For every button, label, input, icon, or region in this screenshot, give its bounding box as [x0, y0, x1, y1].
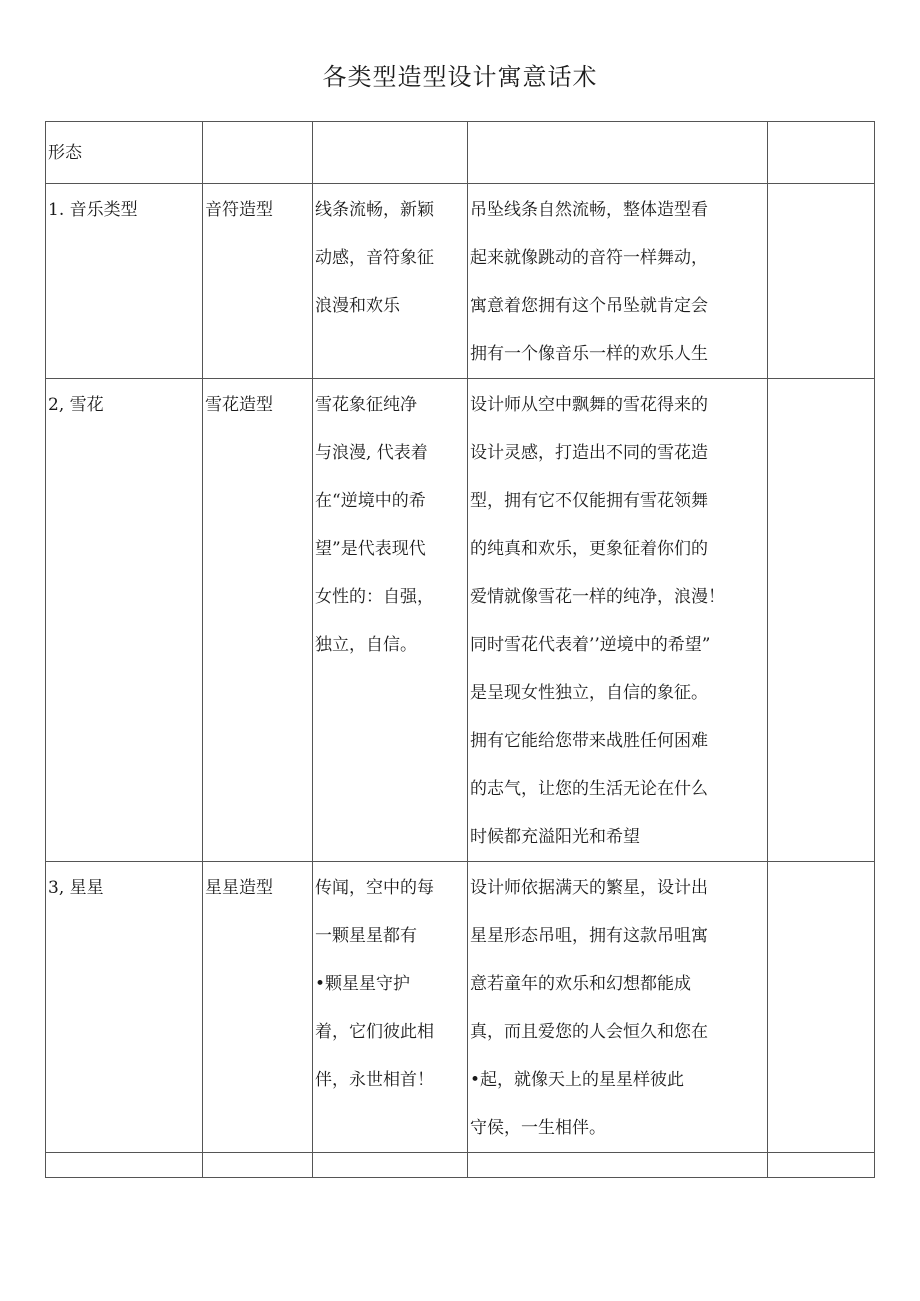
shape-meaning-table [45, 121, 875, 1178]
header-cell-form: 形态 [46, 122, 203, 184]
long-meaning-cell: 吊坠线条自然流畅，整体造型看 起来就像跳动的音符一样舞动， 寓意着您拥有这个吊坠就肯定会 拥有一个像音乐一样的欢乐人生 [468, 184, 768, 379]
empty-cell [203, 1153, 313, 1178]
short-meaning-cell: 雪花象征纯净 与浪漫, 代表着 在“逆境中的希 望”是代表现代 女性的：自强， 独立，自信。 [313, 379, 468, 862]
table-row [46, 862, 875, 1153]
extra-cell [768, 184, 875, 379]
header-cell [203, 122, 313, 184]
short-meaning-cell: 线条流畅，新颖 动感，音符象征 浪漫和欢乐 [313, 184, 468, 379]
table-row-empty [46, 1153, 875, 1178]
shape-cell: 星星造型 [203, 862, 313, 1153]
empty-cell [768, 1153, 875, 1178]
header-cell [313, 122, 468, 184]
table-row [46, 184, 875, 379]
header-cell [468, 122, 768, 184]
short-meaning-cell: 传闻，空中的每 一颗星星都有 •颗星星守护 着，它们彼此相 伴，永世相首！ [313, 862, 468, 1153]
long-meaning-cell: 设计师从空中飘舞的雪花得来的 设计灵感，打造出不同的雪花造 型，拥有它不仅能拥有雪花领舞 的纯真和欢乐，更象征着你们的 爱情就像雪花一样的纯净，浪漫！ 同时雪花代表着’’逆境中的希望” 是呈现女性独立，自信的象征。 拥有它能给您带来战胜任何困难 的志气，让您的生活无论在什么 时候都充溢阳光和希望 [468, 379, 768, 862]
type-cell: 2, 雪花 [46, 379, 203, 862]
shape-cell: 雪花造型 [203, 379, 313, 862]
type-cell: 3, 星星 [46, 862, 203, 1153]
header-cell [768, 122, 875, 184]
long-meaning-cell: 设计师依据满天的繁星，设计出 星星形态吊咀，拥有这款吊咀寓 意若童年的欢乐和幻想都能成 真，而且爱您的人会恒久和您在 •起，就像天上的星星样彼此 守侯，一生相伴。 [468, 862, 768, 1153]
extra-cell [768, 379, 875, 862]
empty-cell [468, 1153, 768, 1178]
type-cell: 1. 音乐类型 [46, 184, 203, 379]
shape-cell: 音符造型 [203, 184, 313, 379]
extra-cell [768, 862, 875, 1153]
empty-cell [46, 1153, 203, 1178]
page-title: 各类型造型设计寓意话术 [322, 63, 598, 91]
empty-cell [313, 1153, 468, 1178]
table-header-row [46, 122, 875, 184]
table-row [46, 379, 875, 862]
